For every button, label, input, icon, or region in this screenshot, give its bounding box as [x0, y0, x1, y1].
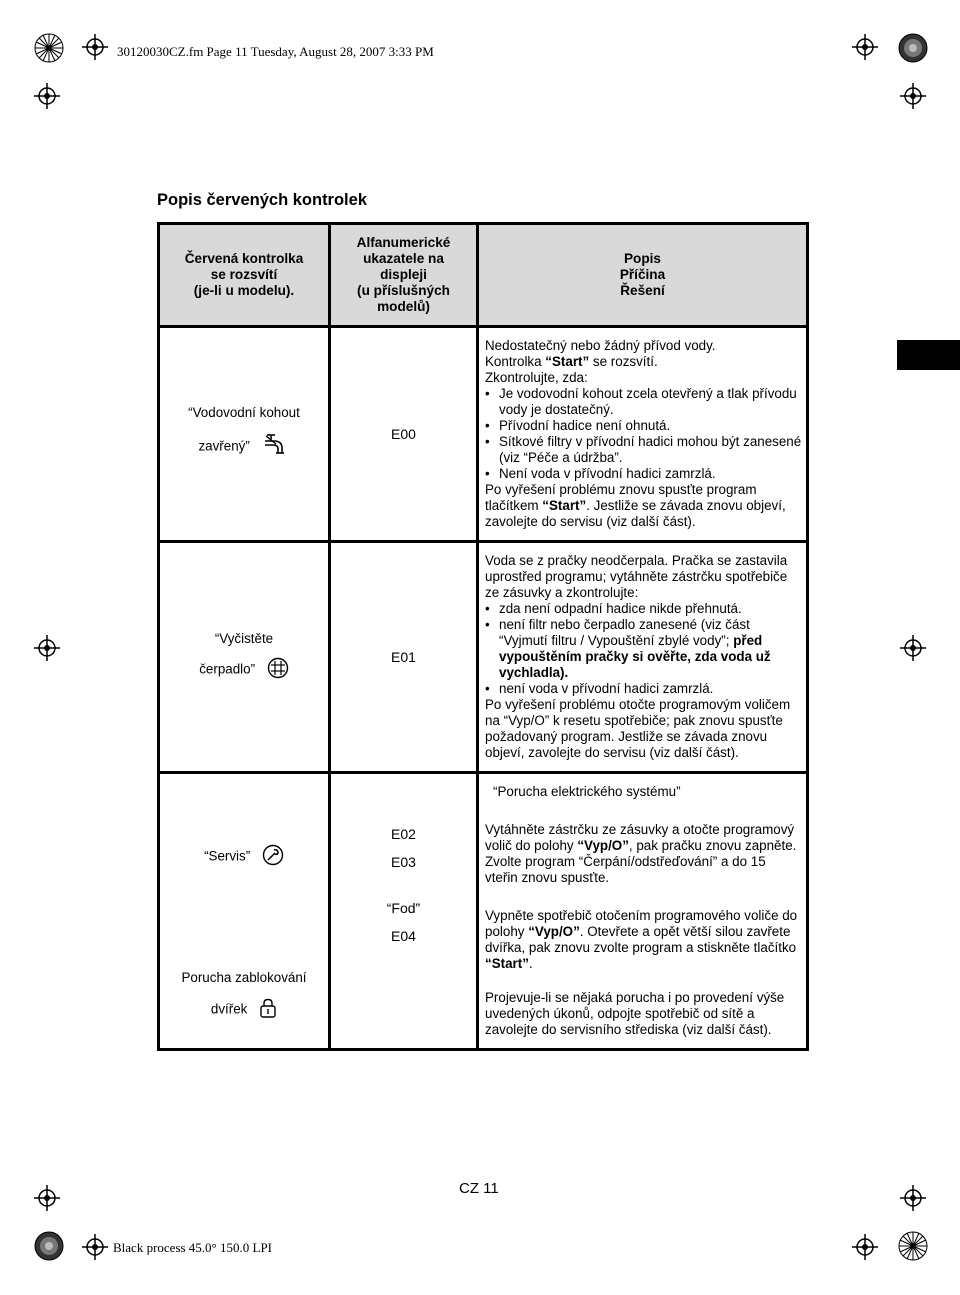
list-item: • není voda v přívodní hadici zamrzlá.: [485, 681, 714, 696]
list-item: • Přívodní hadice není ohnutá.: [485, 418, 671, 433]
pump-filter-icon: [267, 657, 289, 683]
lamp-label: Porucha zablokování: [181, 970, 307, 985]
error-code: E01: [391, 649, 416, 665]
error-code: “Fod”: [386, 900, 421, 916]
door-lock-icon: [259, 998, 277, 1022]
error-code: E00: [391, 426, 416, 442]
crop-mark-icon: [82, 1234, 108, 1260]
header-red-lamp: Červená kontrolka se rozsvítí (je-li u modelu).: [160, 225, 331, 328]
lamp-label: zavřený”: [198, 438, 250, 454]
table-header-row: [160, 225, 806, 328]
description-text: Vypněte spotřebič otočením programového voliče do polohy “Vyp/O”. Otevřete a opět větší silou zavřete dvířka, pak znovu zvolte program a stiskněte tlačítko “Start”.: [485, 908, 798, 971]
header-description: Popis Příčina Řešení: [479, 225, 806, 328]
table-row: [160, 774, 806, 1048]
table-row: [160, 543, 806, 774]
file-header-line: 30120030CZ.fm Page 11 Tuesday, August 28, 2007 3:33 PM: [117, 44, 434, 59]
error-code: E02: [391, 826, 416, 842]
code-cell: [331, 328, 479, 543]
file-footer-line: Black process 45.0° 150.0 LPI: [113, 1240, 273, 1255]
black-page-tab: [897, 340, 960, 370]
water-tap-icon: [262, 431, 290, 463]
description-cell: [479, 328, 806, 543]
code-cell: [331, 774, 479, 1048]
list-item: • není filtr nebo čerpadlo zanesené (viz část “Vyjmutí filtru / Vypouštění zbylé vody”; před vypouštěním pračky si ověřte, zda voda už vychladla).: [485, 617, 771, 680]
lamp-label: dvířek: [210, 1001, 248, 1017]
description-text: Nedostatečný nebo žádný přívod vody.: [485, 338, 716, 353]
description-text: Vytáhněte zástrčku ze zásuvky a otočte programový volič do polohy “Vyp/O”, pak pračku znovu zapněte. Zvolte program “Čerpání/odstřeďování” a do 15 vteřin znovu spusťte.: [485, 822, 797, 885]
lamp-label: čerpadlo”: [199, 661, 256, 677]
description-text: Zkontrolujte, zda:: [485, 370, 588, 385]
crop-mark-icon: [900, 1185, 926, 1211]
description-cell: [479, 774, 806, 1048]
list-item: • Sítkové filtry v přívodní hadici mohou být zanesené (viz “Péče a údržba”.: [485, 434, 802, 465]
description-text: Po vyřešení problému otočte programovým voličem na “Vyp/O” k resetu spotřebiče; pak znovu spusťte požadovaný program. Jestliže se závada znovu objeví, zavolejte do servisu (viz další část).: [485, 697, 791, 760]
description-text: Po vyřešení problému znovu spusťte program tlačítkem “Start”. Jestliže se závada znovu objeví, zavolejte do servisu (viz další část).: [485, 482, 786, 529]
description-text: Voda se z pračky neodčerpala. Pračka se zastavila uprostřed programu; vytáhněte zástrčku spotřebiče ze zásuvky a zkontrolujte:: [485, 553, 788, 600]
registration-starburst-icon: [34, 33, 64, 63]
header-display-code: Alfanumerické ukazatele na displeji (u příslušných modelů): [331, 225, 479, 328]
description-title: “Porucha elektrického systému”: [493, 784, 681, 799]
lamp-cell: [160, 543, 331, 774]
crop-mark-icon: [34, 1185, 60, 1211]
list-item: • Není voda v přívodní hadici zamrzlá.: [485, 466, 716, 481]
list-item: • Je vodovodní kohout zcela otevřený a tlak přívodu vody je dostatečný.: [485, 386, 797, 417]
crop-mark-icon: [34, 635, 60, 661]
crop-mark-icon: [34, 83, 60, 109]
description-cell: [479, 543, 806, 774]
page-number: CZ 11: [459, 1180, 499, 1197]
table-row: [160, 328, 806, 543]
registration-starburst-icon: [898, 1231, 928, 1261]
lamp-label: “Vyčistěte: [214, 631, 274, 646]
indicator-table: [157, 222, 809, 1051]
crop-mark-icon: [900, 635, 926, 661]
error-code: E04: [391, 928, 416, 944]
lamp-cell: [160, 774, 331, 1048]
error-code: E03: [391, 854, 416, 870]
crop-mark-icon: [900, 83, 926, 109]
list-item: • zda není odpadní hadice nikde přehnutá.: [485, 601, 742, 616]
lamp-label: “Servis”: [204, 848, 251, 864]
lamp-cell: [160, 328, 331, 543]
registration-starburst-icon: [34, 1231, 64, 1261]
crop-mark-icon: [82, 34, 108, 60]
crop-mark-icon: [852, 1234, 878, 1260]
lamp-label: “Vodovodní kohout: [188, 405, 300, 420]
description-text: Projevuje-li se nějaká porucha i po provedení výše uvedených úkonů, odpojte spotřebič od sítě a zavolejte do servisního střediska (viz další část).: [485, 990, 785, 1037]
page-title: Popis červených kontrolek: [157, 191, 367, 209]
description-text: Kontrolka “Start” se rozsvítí.: [485, 354, 658, 369]
crop-mark-icon: [852, 34, 878, 60]
code-cell: [331, 543, 479, 774]
service-wrench-icon: [262, 844, 284, 870]
registration-starburst-icon: [898, 33, 928, 63]
